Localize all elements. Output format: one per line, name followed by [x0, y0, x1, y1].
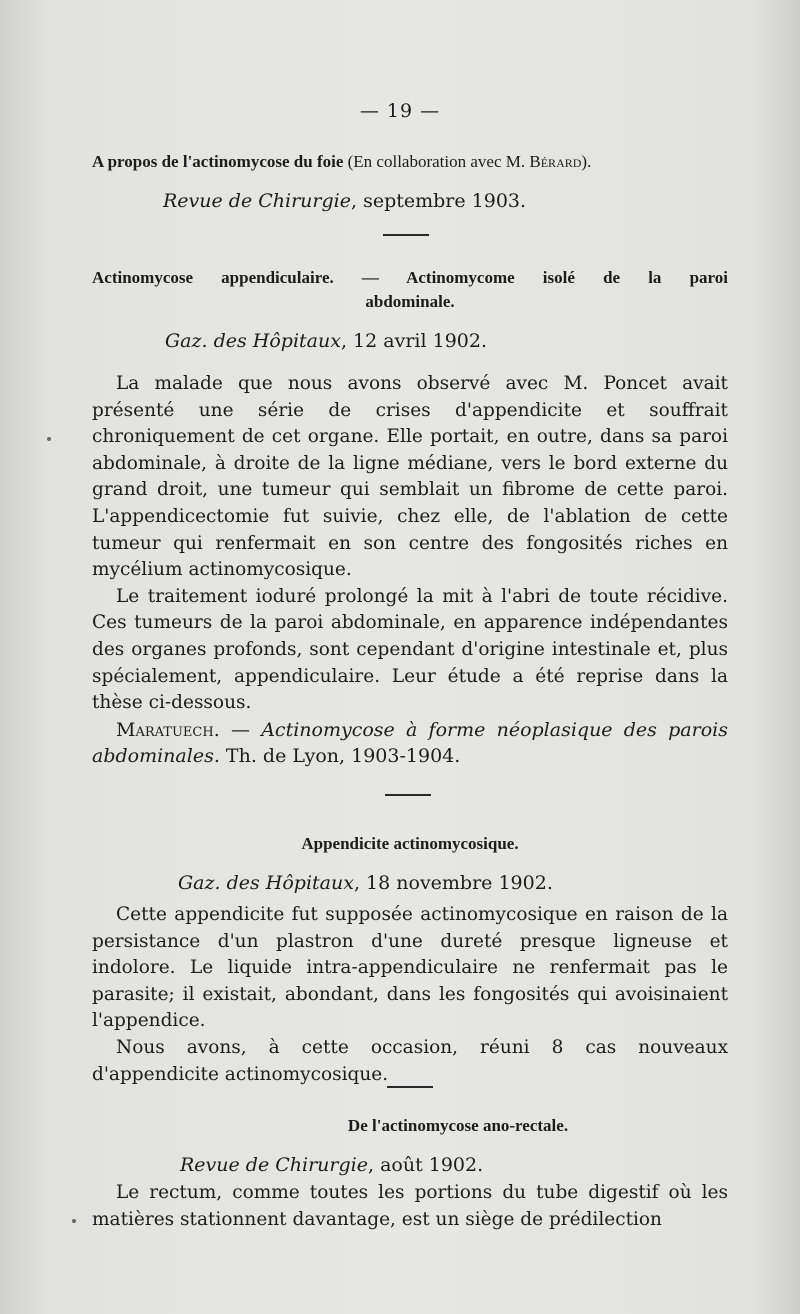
- entry-2-body: [92, 371, 728, 770]
- thesis-rest: Th. de Lyon, 1903-1904.: [219, 745, 461, 768]
- entry-3-source-journal: Gaz. des Hôpitaux: [178, 872, 354, 894]
- entry-4-source-journal: Revue de Chirurgie: [180, 1154, 368, 1176]
- page-number: — 19 —: [359, 100, 441, 122]
- entry-4-source-date: , août 1902.: [368, 1154, 484, 1176]
- entry-2-source-journal: Gaz. des Hôpitaux: [165, 330, 341, 352]
- entry-2-title-line2: abdominale.: [365, 292, 455, 311]
- entry-2-source-date: , 12 avril 1902.: [340, 330, 487, 352]
- thesis-author: Maratuech.: [116, 718, 220, 741]
- entry-1-source: [163, 188, 723, 214]
- entry-1-title-end: ).: [581, 152, 592, 171]
- separator-rule: [383, 234, 429, 236]
- entry-1-title: [92, 150, 728, 174]
- entry-1-title-normal: (En collaboration avec M.: [343, 152, 530, 171]
- entry-3-title: Appendicite actinomycosique.: [301, 834, 519, 853]
- entry-1-title-bold: A propos de l'actinomycose du foie: [92, 152, 344, 171]
- entry-1-title-author: Bérard: [529, 152, 582, 171]
- entry-1-source-journal: Revue de Chirurgie: [163, 190, 351, 212]
- entry-3-paragraph-2: Nous avons, à cette occasion, réuni 8 cas nouveaux d'appendicite actinomycosique.: [92, 1036, 728, 1085]
- entry-3-paragraph-1: Cette appendicite fut supposée actinomycosique en raison de la persistance d'un plastron d'une dureté presque ligneuse et indolore. Le liquide intra-appendiculaire ne renfermait pas le parasite; il existait, abondant, dans les fongosités qui avoisinaient l'appendice.: [92, 904, 728, 1032]
- speck-mark: [47, 437, 51, 441]
- thesis-dash: —: [219, 718, 262, 741]
- entry-3-source: [178, 870, 738, 896]
- entry-2-source: [165, 328, 725, 354]
- entry-4-paragraph-1: Le rectum, comme toutes les portions du tube digestif où les matières stationnent davantage, est un siège de prédilection: [92, 1182, 728, 1230]
- entry-4-body: [92, 1180, 728, 1233]
- entry-4-source: [180, 1152, 740, 1178]
- entry-2-thesis: [92, 717, 728, 770]
- entry-1-source-date: , septembre 1903.: [351, 190, 527, 212]
- entry-2-title-line1: Actinomycose appendiculaire. — Actinomycome isolé de la paroi: [92, 268, 728, 287]
- speck-mark: [72, 1219, 76, 1223]
- separator-rule: [385, 794, 431, 796]
- separator-rule: [387, 1086, 433, 1088]
- entry-2-paragraph-1: La malade que nous avons observé avec M. Poncet avait présenté une série de crises d'appendicite et souffrait chroniquement de cet organe. Elle portait, en outre, dans sa paroi abdominale, à droite de la ligne médiane, vers le bord externe du grand droit, une tumeur qui semblait un fibrome de cette paroi. L'appendicectomie fut suivie, chez elle, de l'ablation de cette tumeur qui renfermait en son centre des fongosités riches en mycélium actinomycosique.: [92, 373, 728, 581]
- thesis-title: Actinomycose à forme néoplasique des parois abdominales.: [92, 718, 728, 768]
- entry-3-body: [92, 902, 728, 1088]
- entry-4-title: De l'actinomycose ano-rectale.: [347, 1116, 569, 1135]
- entry-3-source-date: , 18 novembre 1902.: [353, 872, 553, 894]
- entry-2-paragraph-2: Le traitement ioduré prolongé la mit à l'abri de toute récidive. Ces tumeurs de la paroi abdominale, en apparence indépendantes des organes profonds, sont cependant d'origine intestinale et, plus spécialement, appendiculaire. Leur étude a été reprise dans la thèse ci-dessous.: [92, 585, 728, 714]
